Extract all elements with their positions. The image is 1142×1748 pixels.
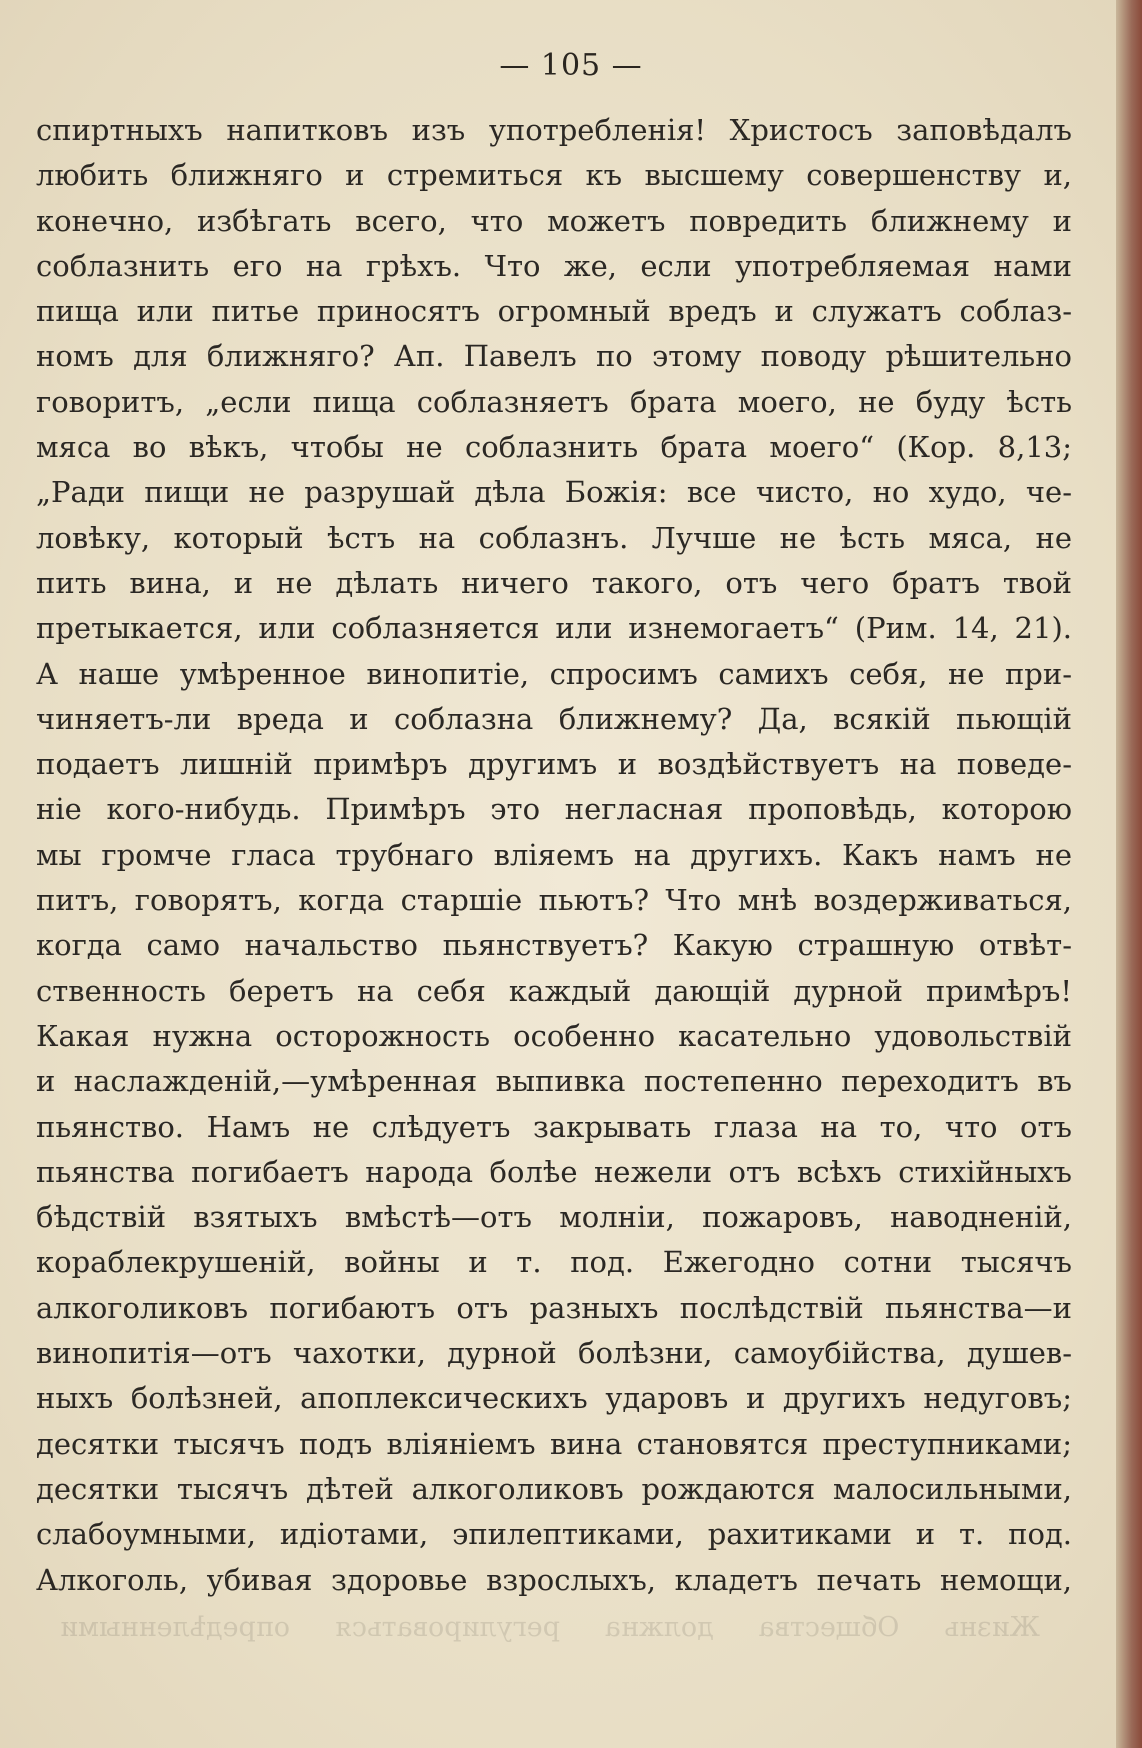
text-line: А наше умѣренное винопитіе, спросимъ самихъ себя, не при- (36, 656, 1072, 691)
text-line: соблазнить его на грѣхъ. Что же, если употребляемая нами (36, 248, 1072, 283)
text-line: пьянство. Намъ не слѣдуетъ закрывать глаза на то, что отъ (36, 1109, 1072, 1144)
text-line: Какая нужна осторожность особенно касательно удовольствій (36, 1018, 1072, 1053)
text-line: алкоголиковъ погибаютъ отъ разныхъ послѣдствій пьянства—и (36, 1290, 1072, 1325)
text-line: любить ближняго и стремиться къ высшему совершенству и, (36, 158, 1072, 193)
text-line: и наслажденій,—умѣренная выпивка постепенно переходитъ въ (36, 1064, 1072, 1099)
text-line: питъ, говорятъ, когда старшіе пьютъ? Что мнѣ воздерживаться, (36, 883, 1072, 918)
text-line: Алкоголь, убивая здоровье взрослыхъ, кладетъ печать немощи, (36, 1562, 1072, 1597)
text-line: претыкается, или соблазняется или изнемогаетъ“ (Рим. 14, 21). (36, 611, 1072, 646)
text-line: винопитія—отъ чахотки, дурной болѣзни, самоубійства, душев- (36, 1336, 1072, 1371)
text-line: десятки тысячъ дѣтей алкоголиковъ рождаются малосильными, (36, 1471, 1072, 1506)
text-line: спиртныхъ напитковъ изъ употребленія! Христосъ заповѣдалъ (36, 113, 1072, 147)
text-line: мяса во вѣкъ, чтобы не соблазнить брата моего“ (Кор. 8,13; (36, 430, 1072, 465)
text-line: когда само начальство пьянствуетъ? Какую страшную отвѣт- (36, 928, 1072, 963)
page-edge (1116, 0, 1142, 1748)
text-line: конечно, избѣгать всего, что можетъ повредить ближнему и (36, 203, 1072, 238)
text-line: пить вина, и не дѣлать ничего такого, отъ чего братъ твой (36, 565, 1072, 600)
text-line: ныхъ болѣзней, апоплексическихъ ударовъ и другихъ недуговъ; (36, 1381, 1072, 1416)
text-line: пьянства погибаетъ народа болѣе нежели отъ всѣхъ стихійныхъ (36, 1154, 1072, 1189)
text-line: ловѣку, который ѣстъ на соблазнъ. Лучше не ѣсть мяса, не (36, 520, 1072, 555)
bleed-through-text: Жизнь Общества должна регулироваться опредѣленными (60, 1612, 1040, 1643)
page-number: — 105 — (499, 48, 643, 83)
text-line: бѣдствій взятыхъ вмѣстѣ—отъ молніи, пожаровъ, наводненій, (36, 1200, 1072, 1235)
text-line: „Ради пищи не разрушай дѣла Божія: все чисто, но худо, че- (36, 475, 1072, 510)
text-line: пища или питье приносятъ огромный вредъ и служатъ соблаз- (36, 294, 1072, 329)
text-line: кораблекрушеній, войны и т. под. Ежегодно сотни тысячъ (36, 1245, 1072, 1280)
text-line: номъ для ближняго? Ап. Павелъ по этому поводу рѣшительно (36, 339, 1072, 374)
text-line: подаетъ лишній примѣръ другимъ и воздѣйствуетъ на поведе- (36, 747, 1072, 782)
text-line: говоритъ, „если пища соблазняетъ брата моего, не буду ѣсть (36, 384, 1072, 419)
text-line: мы громче гласа трубнаго вліяемъ на другихъ. Какъ намъ не (36, 837, 1072, 872)
text-line: слабоумными, идіотами, эпилептиками, рахитиками и т. под. (36, 1517, 1072, 1552)
text-line: десятки тысячъ подъ вліяніемъ вина становятся преступниками; (36, 1426, 1072, 1461)
text-line: ніе кого-нибудь. Примѣръ это негласная проповѣдь, которою (36, 792, 1072, 827)
text-line: ственность беретъ на себя каждый дающій дурной примѣръ! (36, 973, 1072, 1008)
text-line: чиняетъ-ли вреда и соблазна ближнему? Да, всякій пьющій (36, 701, 1072, 736)
body-text (36, 108, 1072, 1603)
